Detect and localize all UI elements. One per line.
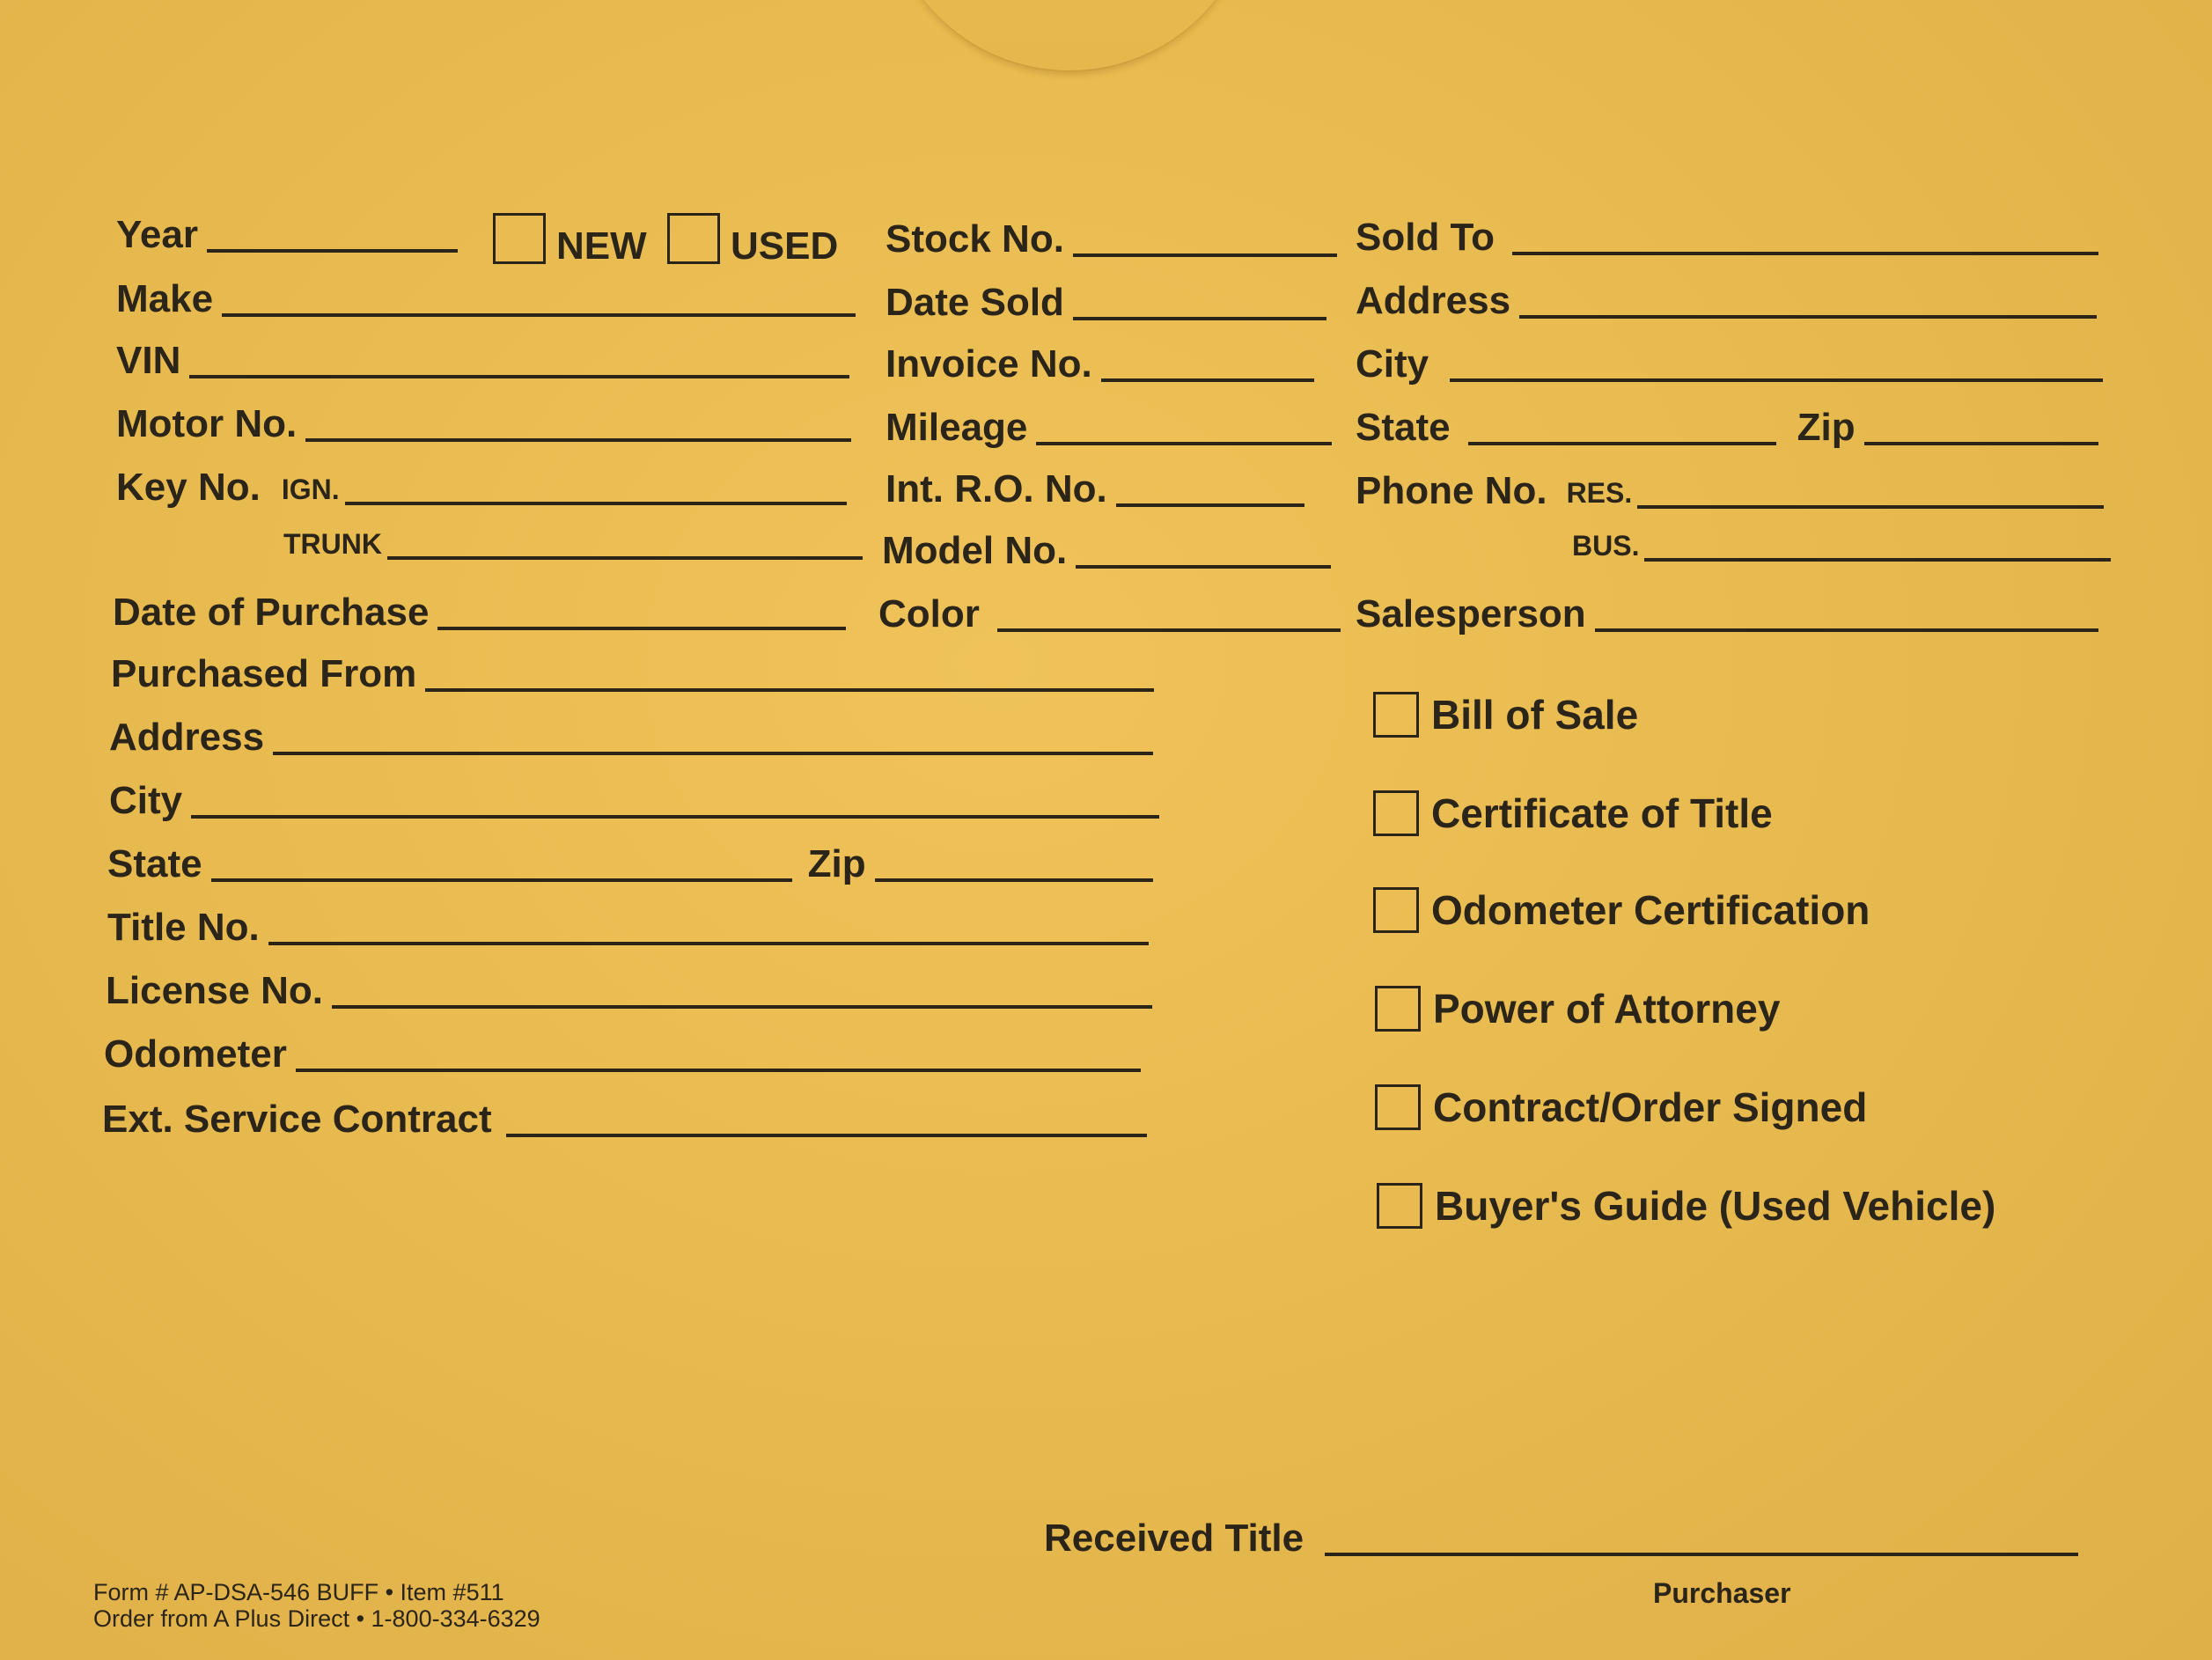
checklist-item-buyers-guide[interactable]: [1377, 1183, 1995, 1229]
new-checkbox[interactable]: [493, 213, 546, 264]
bus-line[interactable]: [1644, 558, 2111, 562]
purchased-from-label: Purchased From: [111, 652, 417, 695]
year-line[interactable]: [207, 249, 458, 253]
int-ro-no-label: Int. R.O. No.: [886, 467, 1107, 510]
buyer-address-label: Address: [1356, 279, 1511, 322]
bus-label: BUS.: [1572, 530, 1640, 562]
stock-no-label: Stock No.: [886, 217, 1064, 261]
invoice-no-field[interactable]: [886, 342, 1314, 386]
color-line[interactable]: [997, 628, 1341, 632]
power-of-attorney-checkbox[interactable]: [1375, 986, 1421, 1032]
checklist-label: Buyer's Guide (Used Vehicle): [1435, 1183, 1996, 1229]
int-ro-no-field[interactable]: [886, 467, 1304, 510]
buyer-zip-line[interactable]: [1864, 442, 2098, 445]
purchase-zip-label: Zip: [807, 842, 866, 885]
license-no-field[interactable]: [106, 969, 1152, 1012]
date-sold-line[interactable]: [1073, 317, 1326, 320]
purchase-state-label: State: [107, 842, 202, 885]
bill-of-sale-checkbox[interactable]: [1373, 692, 1419, 738]
form-footer: [93, 1580, 540, 1632]
year-label: Year: [116, 213, 198, 256]
buyer-city-field[interactable]: [1356, 342, 2103, 386]
salesperson-line[interactable]: [1595, 628, 2098, 632]
make-field[interactable]: [116, 277, 856, 320]
title-no-line[interactable]: [268, 942, 1149, 945]
make-line[interactable]: [222, 313, 856, 317]
buyer-address-line[interactable]: [1519, 315, 2097, 319]
int-ro-no-line[interactable]: [1116, 503, 1304, 507]
year-field[interactable]: [116, 213, 458, 256]
date-of-purchase-label: Date of Purchase: [113, 591, 430, 634]
footer-order-info: Order from A Plus Direct • 1-800-334-6329: [93, 1605, 540, 1632]
buyers-guide-checkbox[interactable]: [1377, 1183, 1422, 1229]
date-of-purchase-field[interactable]: [113, 593, 846, 632]
ext-service-contract-field[interactable]: [102, 1100, 1147, 1139]
purchase-city-label: City: [109, 779, 183, 822]
stock-no-line[interactable]: [1073, 253, 1337, 257]
sold-to-label: Sold To: [1356, 216, 1495, 259]
invoice-no-label: Invoice No.: [886, 342, 1092, 386]
purchase-state-field[interactable]: [107, 842, 1153, 885]
ign-label: IGN.: [281, 474, 340, 505]
key-no-label: Key No.: [116, 466, 261, 509]
checklist-label: Certificate of Title: [1431, 790, 1773, 836]
purchased-from-line[interactable]: [425, 688, 1154, 692]
motor-no-label: Motor No.: [116, 402, 298, 445]
color-label: Color: [878, 592, 980, 635]
vin-line[interactable]: [189, 375, 849, 378]
footer-form-number: Form # AP-DSA-546 BUFF • Item #511: [93, 1579, 504, 1605]
vin-field[interactable]: [116, 339, 849, 382]
checklist-label: Contract/Order Signed: [1433, 1084, 1868, 1130]
checklist-item-odometer-certification[interactable]: [1373, 887, 1870, 933]
ign-line[interactable]: [345, 502, 847, 505]
checklist-item-contract-order-signed[interactable]: [1375, 1084, 1867, 1130]
used-label: USED: [731, 224, 839, 268]
checklist-item-certificate-of-title[interactable]: [1373, 790, 1773, 836]
received-title-field[interactable]: [1044, 1519, 2078, 1558]
purchase-city-field[interactable]: [109, 779, 1159, 822]
buyer-zip-label: Zip: [1797, 406, 1856, 449]
sold-to-field[interactable]: [1356, 218, 2098, 257]
model-no-field[interactable]: [882, 529, 1331, 572]
certificate-of-title-checkbox[interactable]: [1373, 790, 1419, 836]
date-of-purchase-line[interactable]: [437, 627, 846, 630]
license-no-line[interactable]: [332, 1005, 1152, 1009]
purchaser-label: Purchaser: [1653, 1577, 1791, 1609]
invoice-no-line[interactable]: [1101, 378, 1314, 382]
received-title-label: Received Title: [1044, 1517, 1304, 1560]
stock-no-field[interactable]: [886, 217, 1337, 261]
mileage-line[interactable]: [1036, 442, 1332, 445]
salesperson-label: Salesperson: [1356, 592, 1586, 635]
trunk-label: TRUNK: [283, 528, 382, 560]
make-label: Make: [116, 277, 214, 320]
used-checkbox[interactable]: [667, 213, 720, 264]
checklist-label: Power of Attorney: [1433, 986, 1781, 1032]
ext-service-contract-line[interactable]: [506, 1134, 1147, 1137]
phone-no-label: Phone No.: [1356, 469, 1547, 512]
purchase-address-line[interactable]: [273, 752, 1153, 755]
purchase-zip-line[interactable]: [875, 878, 1153, 882]
key-no-field[interactable]: [116, 468, 847, 507]
motor-no-field[interactable]: [116, 402, 851, 445]
title-no-field[interactable]: [107, 908, 1149, 947]
vin-label: VIN: [116, 339, 181, 382]
purchase-city-line[interactable]: [191, 815, 1159, 819]
purchase-address-label: Address: [109, 716, 265, 759]
received-title-line[interactable]: [1325, 1553, 2078, 1556]
contract-order-signed-checkbox[interactable]: [1375, 1084, 1421, 1130]
odometer-label: Odometer: [104, 1032, 287, 1076]
odometer-field[interactable]: [104, 1032, 1141, 1076]
date-sold-field[interactable]: [886, 283, 1326, 322]
checklist-item-power-of-attorney[interactable]: [1375, 986, 1780, 1032]
odometer-certification-checkbox[interactable]: [1373, 887, 1419, 933]
title-no-label: Title No.: [107, 906, 260, 949]
res-label: RES.: [1566, 477, 1633, 509]
buyer-state-field[interactable]: [1356, 408, 2098, 447]
new-label: NEW: [556, 224, 647, 268]
sold-to-line[interactable]: [1512, 252, 2098, 255]
buyer-address-field[interactable]: [1356, 279, 2097, 322]
res-line[interactable]: [1637, 505, 2104, 509]
license-no-label: License No.: [106, 969, 323, 1012]
motor-no-line[interactable]: [305, 438, 851, 442]
odometer-line[interactable]: [296, 1069, 1141, 1072]
bus-phone-field[interactable]: [1572, 532, 2111, 563]
date-sold-label: Date Sold: [886, 281, 1064, 324]
phone-no-field[interactable]: [1356, 469, 2104, 512]
model-no-line[interactable]: [1076, 565, 1331, 569]
purchase-state-line[interactable]: [211, 878, 792, 882]
buyer-state-label: State: [1356, 406, 1451, 449]
buyer-city-line[interactable]: [1450, 378, 2103, 382]
purchased-from-field[interactable]: [111, 652, 1154, 695]
checklist-label: Odometer Certification: [1431, 887, 1870, 933]
checklist-item-bill-of-sale[interactable]: [1373, 692, 1638, 738]
color-field[interactable]: [878, 592, 1341, 635]
buyer-city-label: City: [1356, 342, 1429, 386]
envelope-flap: [885, 0, 1254, 72]
ext-service-contract-label: Ext. Service Contract: [102, 1098, 492, 1141]
checklist-label: Bill of Sale: [1431, 692, 1639, 738]
trunk-line[interactable]: [387, 556, 863, 560]
trunk-key-field[interactable]: [283, 530, 863, 562]
salesperson-field[interactable]: [1356, 592, 2098, 635]
purchase-address-field[interactable]: [109, 718, 1153, 757]
model-no-label: Model No.: [882, 529, 1068, 572]
mileage-label: Mileage: [886, 406, 1028, 449]
mileage-field[interactable]: [886, 408, 1332, 447]
buyer-state-line[interactable]: [1468, 442, 1776, 445]
